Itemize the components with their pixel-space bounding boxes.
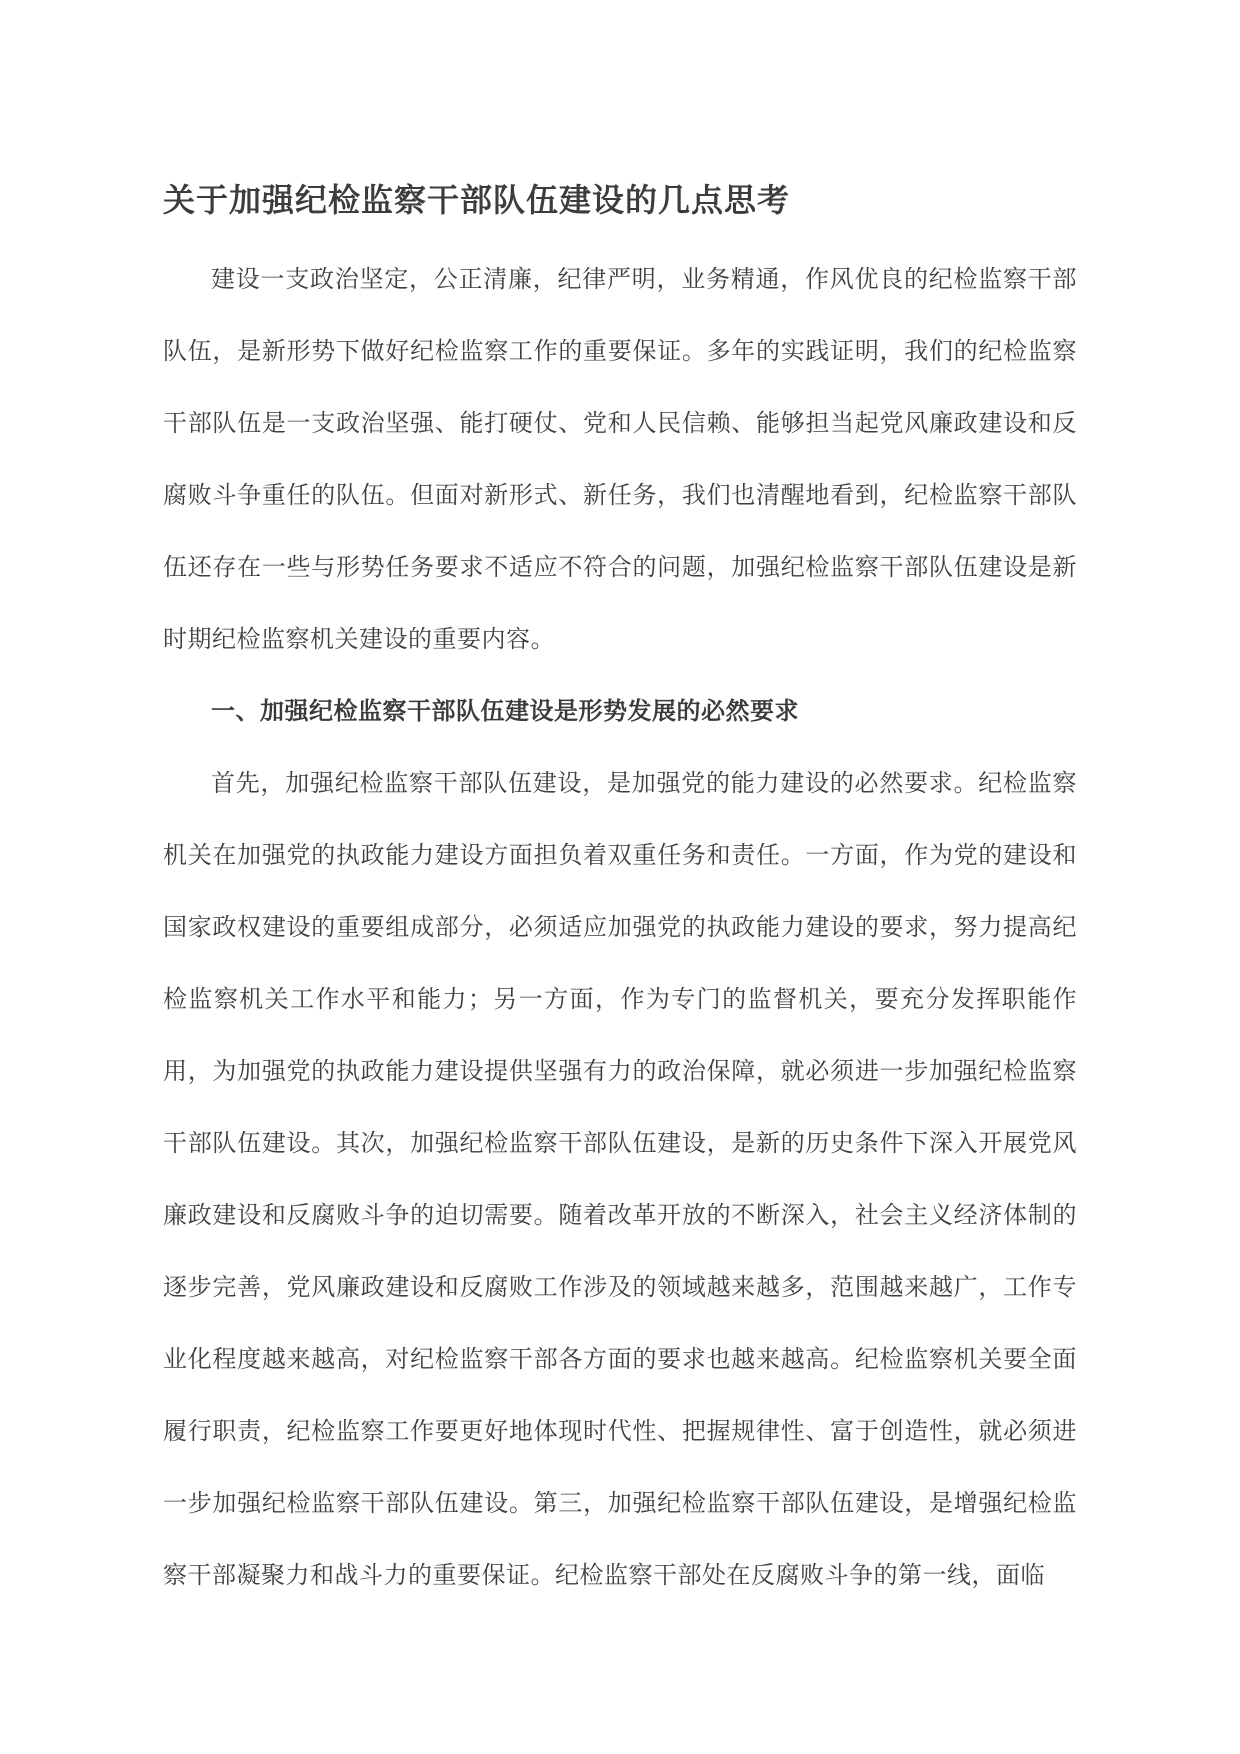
section-1-heading: 一、加强纪检监察干部队伍建设是形势发展的必然要求	[211, 698, 799, 725]
intro-paragraph: 建设一支政治坚定，公正清廉，纪律严明，业务精通，作风优良的纪检监察干部队伍，是新形势下做好纪检监察工作的重要保证。多年的实践证明，我们的纪检监察干部队伍是一支政治坚强、能打硬仗、党和人民信赖、能够担当起党风廉政建设和反腐败斗争重任的队伍。但面对新形式、新任务，我们也清醒地看到，纪检监察干部队伍还存在一些与形势任务要求不适应不符合的问题，加强纪检监察干部队伍建设是新时期纪检监察机关建设的重要内容。	[163, 266, 1077, 653]
document-title: 关于加强纪检监察干部队伍建设的几点思考	[163, 182, 791, 218]
section-1-paragraph: 首先，加强纪检监察干部队伍建设，是加强党的能力建设的必然要求。纪检监察机关在加强党的执政能力建设方面担负着双重任务和责任。一方面，作为党的建设和国家政权建设的重要组成部分，必须适应加强党的执政能力建设的要求，努力提高纪检监察机关工作水平和能力；另一方面，作为专门的监督机关，要充分发挥职能作用，为加强党的执政能力建设提供坚强有力的政治保障，就必须进一步加强纪检监察干部队伍建设。其次，加强纪检监察干部队伍建设，是新的历史条件下深入开展党风廉政建设和反腐败斗争的迫切需要。随着改革开放的不断深入，社会主义经济体制的逐步完善，党风廉政建设和反腐败工作涉及的领域越来越多，范围越来越广，工作专业化程度越来越高，对纪检监察干部各方面的要求也越来越高。纪检监察机关要全面履行职责，纪检监察工作要更好地体现时代性、把握规律性、富于创造性，就必须进一步加强纪检监察干部队伍建设。第三，加强纪检监察干部队伍建设，是增强纪检监察干部凝聚力和战斗力的重要保证。纪检监察干部处在反腐败斗争的第一线，面临	[163, 770, 1077, 1589]
